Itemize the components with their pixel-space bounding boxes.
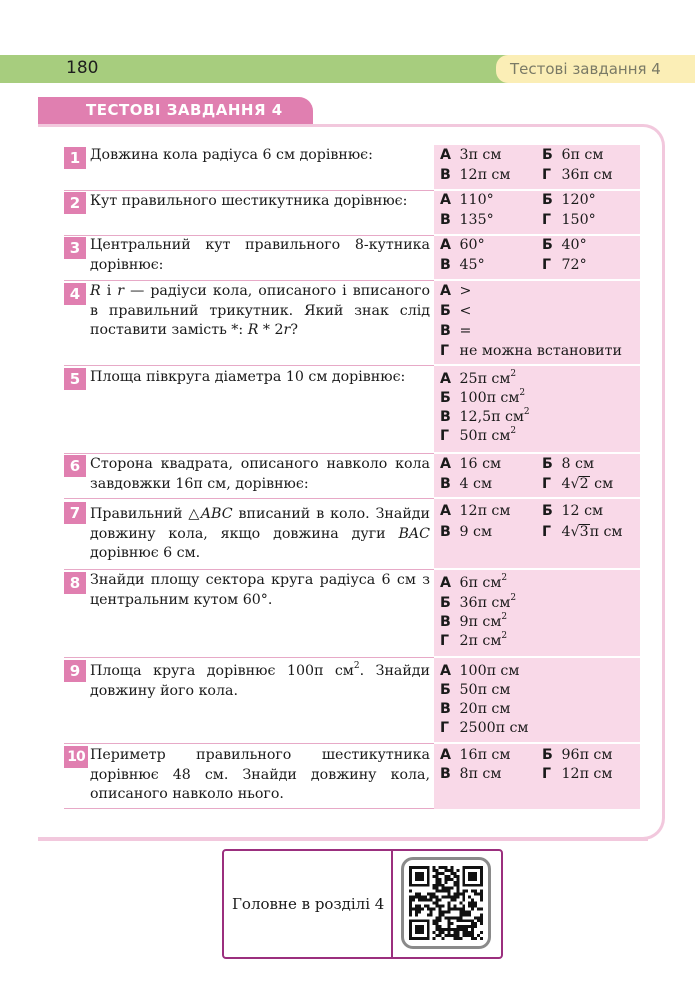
answer-option[interactable]: А 60° <box>440 237 485 253</box>
answer-option[interactable]: Б 120° <box>542 192 596 208</box>
answer-option[interactable]: В 9π $см^2$ <box>440 612 508 630</box>
row-rule <box>64 498 434 499</box>
question-number: 9 <box>64 660 86 682</box>
answer-option[interactable]: Г 150° <box>542 212 596 228</box>
summary-label[interactable]: Головне в розділі 4 <box>232 895 385 913</box>
question-number: 8 <box>64 572 86 594</box>
row-rule <box>64 743 434 744</box>
answer-option[interactable]: В 20π см <box>440 701 511 717</box>
question-number: 10 <box>64 746 88 768</box>
answer-option[interactable]: Г 72° <box>542 257 587 273</box>
answer-option[interactable]: В 45° <box>440 257 485 273</box>
row-rule <box>64 365 434 366</box>
answer-option[interactable]: В 12,5π $см^2$ <box>440 407 530 425</box>
sqrt-sign: √ <box>570 476 580 492</box>
answer-option[interactable]: А 3π см <box>440 147 502 163</box>
row-rule <box>64 657 434 658</box>
answer-option[interactable]: Б 8 см <box>542 456 595 472</box>
answer-option[interactable]: А 16 см <box>440 456 502 472</box>
question-text: Центральний кут правильного 8-кутника дорівнює: <box>90 237 430 273</box>
question-number: 5 <box>64 368 86 390</box>
answer-option[interactable]: В 8π см <box>440 766 502 782</box>
question-number: 1 <box>64 147 86 169</box>
question-text: Довжина кола радіуса 6 см дорівнює: <box>90 147 373 163</box>
answer-option[interactable]: Б 12 см <box>542 503 604 519</box>
frame-bottom-line <box>38 838 648 841</box>
answer-option[interactable]: А 100π см <box>440 663 520 679</box>
answer-option[interactable]: Б 6π см <box>542 147 604 163</box>
answer-option[interactable]: Г не можна встановити <box>440 343 622 359</box>
row-rule <box>64 569 434 570</box>
answer-option[interactable]: Г 4√3π см <box>542 524 623 540</box>
answer-option[interactable]: В 135° <box>440 212 494 228</box>
summary-divider <box>391 849 393 959</box>
question-text: Площа півкруга діаметра 10 см дорівнює: <box>90 369 406 385</box>
answer-option[interactable]: Б 96π см <box>542 747 613 763</box>
question-number: 7 <box>64 502 86 524</box>
question-text: Периметр правильного шестикутника дорівнює 48 см. Знайди довжину кола, описаного навколо нього. <box>90 747 430 802</box>
answer-option[interactable]: Б < <box>440 303 472 319</box>
qr-code-icon[interactable] <box>401 857 491 949</box>
answer-option[interactable]: А 25π $см^2$ <box>440 369 517 387</box>
question-text: Кут правильного шестикутника дорівнює: <box>90 193 408 209</box>
answer-option[interactable]: А > <box>440 283 472 299</box>
answer-option[interactable]: В 4 см <box>440 476 493 492</box>
sqrt-sign: √ <box>570 524 580 540</box>
question-text: Правильний △ABC вписаний в коло. Знайди довжину кола, якщо довжина дуги BAC дорівнює 6 см. <box>90 506 430 561</box>
question-number: 2 <box>64 192 86 214</box>
question-text: Площа круга дорівнює 100π $см^2$. Знайди довжину його кола. <box>90 661 431 699</box>
question-number: 4 <box>64 283 86 305</box>
question-text: Сторона квадрата, описаного навколо кола завдовжки 16π см, дорівнює: <box>90 456 430 492</box>
answer-option[interactable]: Г 4√2 см <box>542 476 614 492</box>
answer-option[interactable]: А 6π $см^2$ <box>440 573 508 591</box>
answer-option[interactable]: Б 36π $см^2$ <box>440 593 517 611</box>
answer-option[interactable]: Б 100π $см^2$ <box>440 388 526 406</box>
section-tab: Тестові завдання 4 <box>496 55 695 83</box>
row-rule <box>64 453 434 454</box>
row-rule <box>64 280 434 281</box>
answer-option[interactable]: Г 36π см <box>542 167 613 183</box>
answer-option[interactable]: Б 50π см <box>440 682 511 698</box>
answer-option[interactable]: В 9 см <box>440 524 493 540</box>
answer-option[interactable]: Г 50π $см^2$ <box>440 426 517 444</box>
question-number: 6 <box>64 455 86 477</box>
answer-option[interactable]: Г 2π $см^2$ <box>440 631 508 649</box>
answer-option[interactable]: Г 12π см <box>542 766 613 782</box>
answer-option[interactable]: А 110° <box>440 192 494 208</box>
question-number: 3 <box>64 237 86 259</box>
row-rule <box>64 808 434 809</box>
answer-option[interactable]: Б 40° <box>542 237 587 253</box>
answer-option[interactable]: В = <box>440 323 472 339</box>
row-rule <box>64 190 434 191</box>
page-number: 180 <box>66 58 99 78</box>
answer-option[interactable]: В 12π см <box>440 167 511 183</box>
answer-option[interactable]: Г 2500π см <box>440 720 529 736</box>
question-text: Знайди площу сектора круга радіуса 6 см з центральним кутом 60°. <box>90 572 430 608</box>
question-text: R і r — радіуси кола, описаного і вписаного в правильний трикутник. Який знак слід поставити замість *: R * 2r? <box>90 283 431 338</box>
page-title: ТЕСТОВІ ЗАВДАННЯ 4 <box>86 101 283 119</box>
qr-code-graphic <box>409 865 483 941</box>
answer-option[interactable]: А 16π см <box>440 747 511 763</box>
answer-option[interactable]: А 12π см <box>440 503 511 519</box>
